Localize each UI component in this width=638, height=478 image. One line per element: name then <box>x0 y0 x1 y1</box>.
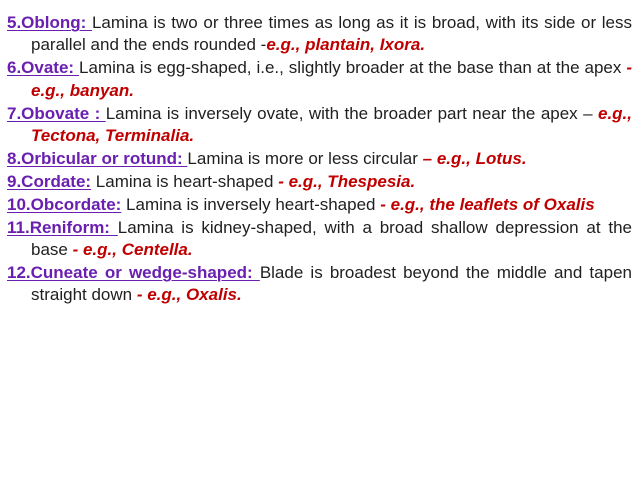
term-label: 9.Cordate: <box>7 171 92 191</box>
example-text: e.g., Tectona, Terminalia. <box>31 103 632 146</box>
example-text: - e.g., Centella. <box>72 240 193 260</box>
term-label: 7.Obovate : <box>7 103 106 123</box>
definition-text: Lamina is more or less circular <box>187 148 423 168</box>
example-text: - e.g., Thespesia. <box>278 171 416 191</box>
definition-text: Lamina is inversely heart-shaped <box>121 194 381 214</box>
example-text: - e.g., the leaflets of Oxalis <box>380 194 595 214</box>
list-item-oblong <box>7 12 632 57</box>
definition-text: Lamina is egg-shaped, i.e., slightly broader at the base than at the apex <box>79 58 627 78</box>
definition-text: Blade is broadest beyond the middle and tapen straight down <box>31 262 632 305</box>
list-item-ovate <box>7 57 632 102</box>
list-item-obovate <box>7 103 632 148</box>
term-label: 12.Cuneate or wedge-shaped: <box>7 262 260 282</box>
definition-text: Lamina is inversely ovate, with the broader part near the apex – <box>105 103 598 123</box>
list-item-reniform <box>7 217 632 262</box>
term-label: 8.Orbicular or rotund: <box>7 148 188 168</box>
definition-text: Lamina is two or three times as long as it is broad, with its side or less parallel and the ends rounded - <box>31 13 632 55</box>
term-label: 5.Oblong: <box>7 13 92 32</box>
list-item-cuneate <box>7 262 632 307</box>
term-label: 11.Reniform: <box>7 217 118 237</box>
example-text: - e.g., Oxalis. <box>136 285 242 305</box>
list-item-obcordate <box>7 194 632 216</box>
example-text: e.g., plantain, Ixora. <box>266 35 426 55</box>
term-label: 6.Ovate: <box>7 58 80 78</box>
term-label: 10.Obcordate: <box>7 194 122 214</box>
definition-text: Lamina is kidney-shaped, with a broad shallow depression at the base <box>31 217 632 260</box>
list-item-cordate <box>7 171 632 193</box>
list-item-orbicular <box>7 148 632 170</box>
example-text: – e.g., Lotus. <box>422 148 527 168</box>
slide-content <box>7 12 632 307</box>
definition-text: Lamina is heart-shaped <box>91 171 279 191</box>
example-text: - e.g., banyan. <box>31 58 632 100</box>
